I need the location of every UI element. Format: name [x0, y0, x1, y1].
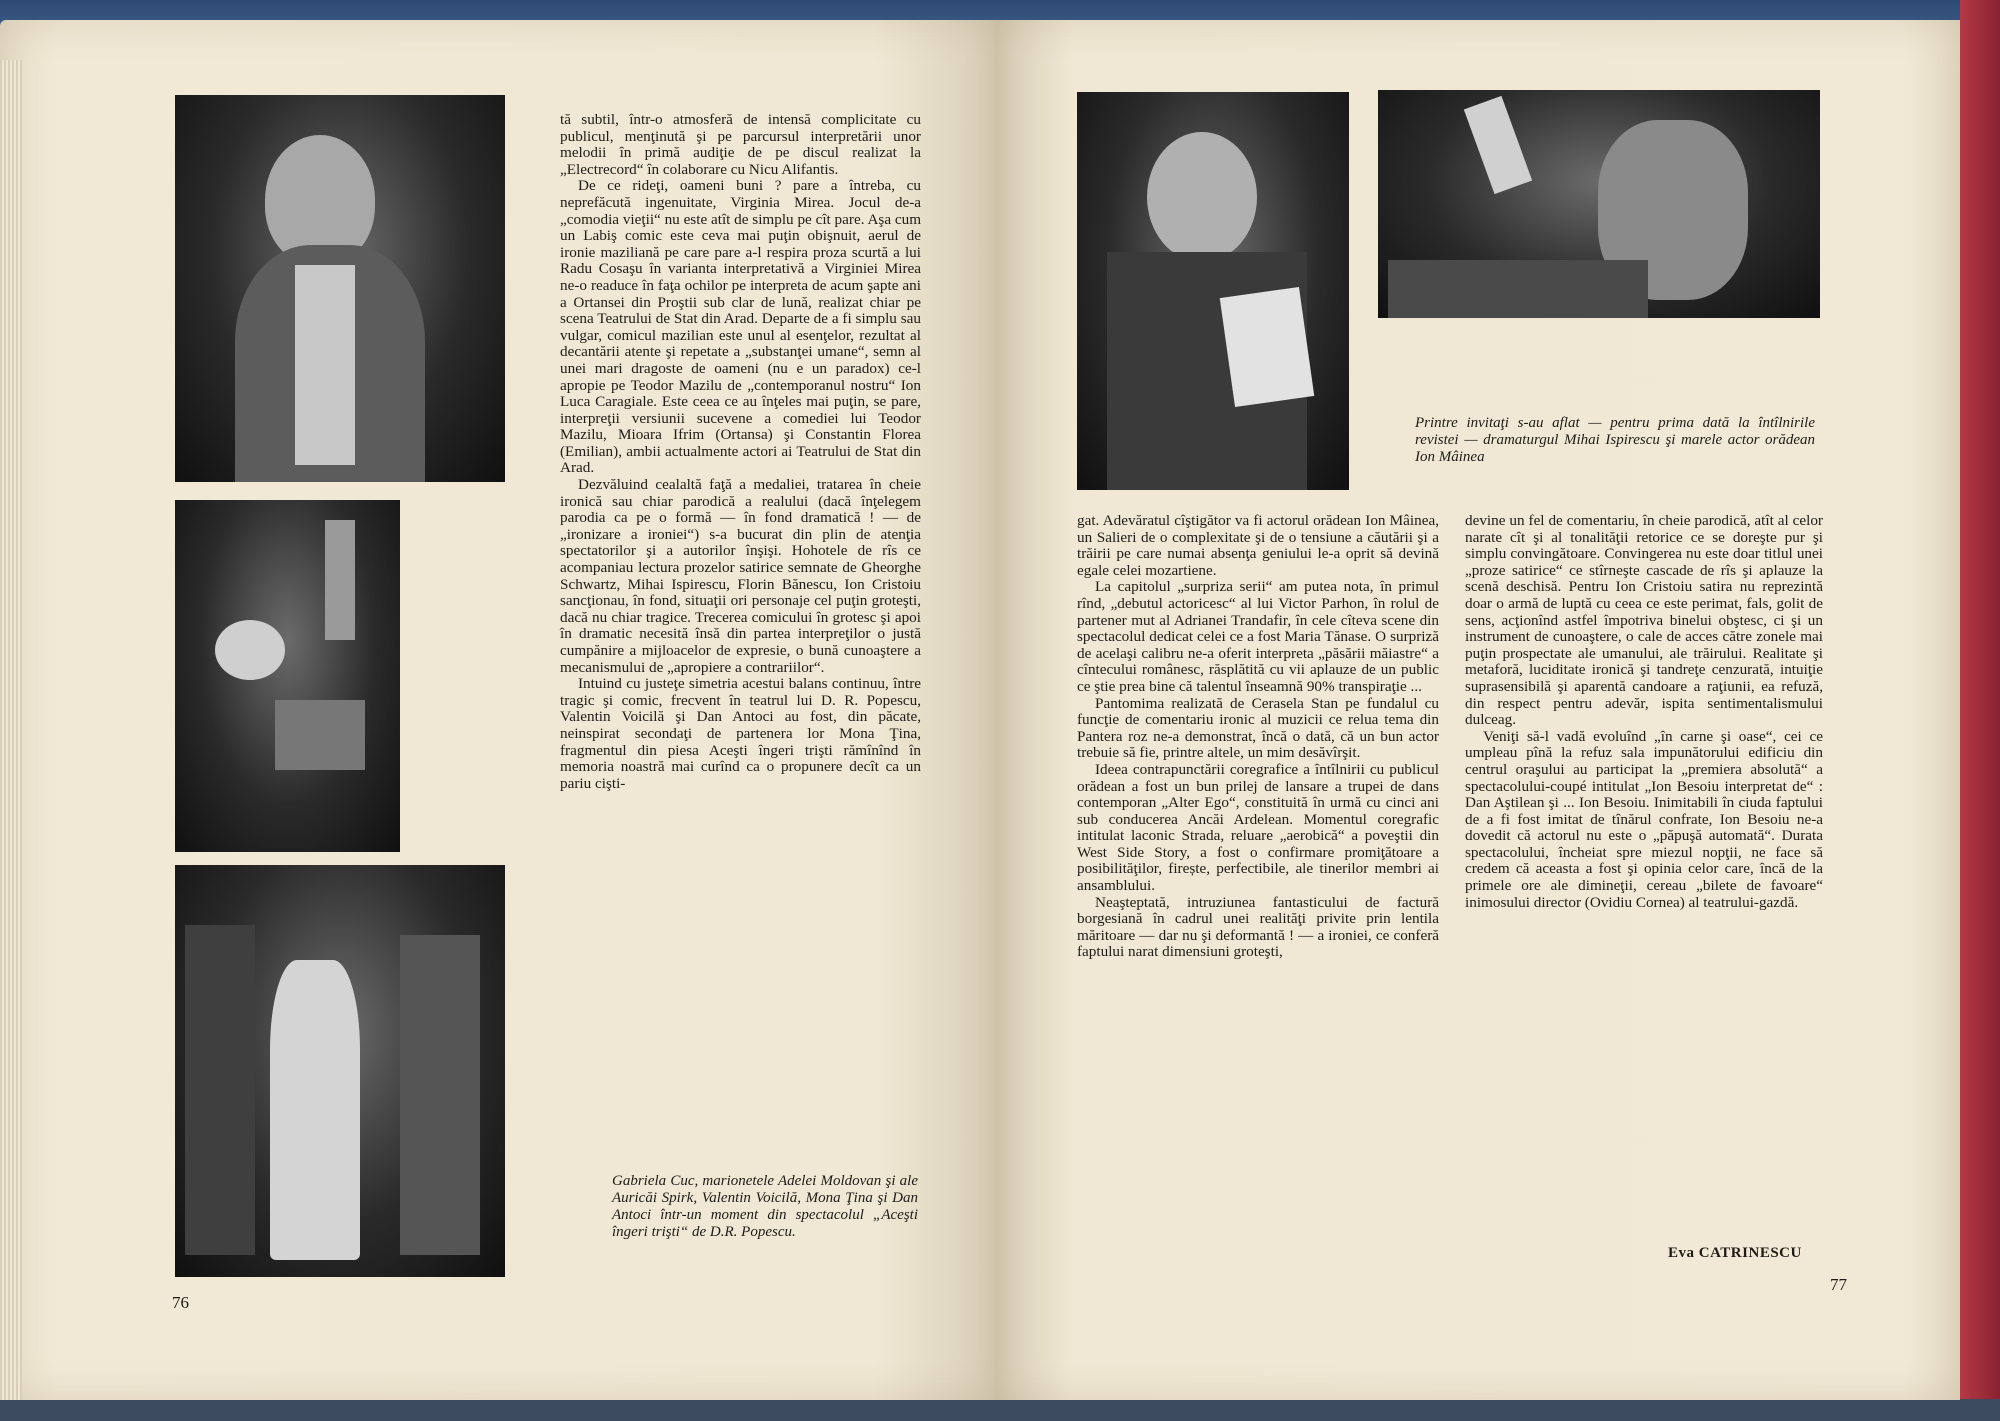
- paragraph: De ce rideţi, oameni buni ? pare a întreba, cu neprefăcută ingenuitate, Virginia Mirea. Jocul de-a „comodia vieţii“ nu este atît de simplu pe cît pare. Aşa cum un Labiş comic este ceva mai puţin obişnuit, aerul de ironie maziliană pe care pare a-l respira proza scurtă a lui Radu Cosaşu în varianta interpretativă a Virginiei Mirea ne-o readuce în faţa ochilor pe interpreta de acum şapte ani a Ortansei din Proştii sub clar de lună, realizat chiar pe scena Teatrului de Stat din Arad. Departe de a fi simplu sau vulgar, comicul mazilian este unul al esenţelor, rezultat al decantării atente şi repetate a „substanţei umane“, semn al unei mari dragoste de oameni (nu e un paradox) ce-l apropie pe Teodor Mazilu de „contemporanul nostru“ Ion Luca Caragiale. Este ceea ce au înţeles mai puţin, se pare, interpreţii versiunii sucevene a comediei lui Teodor Mazilu, Mioara Ifrim (Ortansa) şi Constantin Florea (Emilian), ambii actualmente actori ai Teatrului de Stat din Arad.: [560, 177, 922, 477]
- paragraph: gat. Adevăratul cîştigător va fi actorul orădean Ion Mâinea, un Salieri de o complexitate şi de o tensiune a căutării şi a trăirii pe care numai absenţa geniului le-a oprit să devină egale celei mozartiene.: [1077, 512, 1439, 579]
- paragraph: Pantomima realizată de Cerasela Stan pe fundalul cu funcţie de comentariu ironic al muzicii ce relua tema din Pantera roz ne-a demonstrat, încă o dată, că un bun actor trebuie să fie, printre altele, un mim desăvîrşit.: [1077, 694, 1439, 762]
- book-cover-bottom: [0, 1399, 2000, 1421]
- photo-caption: Gabriela Cuc, marionetele Adelei Moldovan şi ale Auricăi Spirk, Valentin Voicilă, Mona Ţina şi Dan Antoci într-un moment din spectacolul „Aceşti îngeri trişti“ de D.R. Popescu.: [612, 1173, 918, 1240]
- book-cover-right: [1960, 0, 2000, 1421]
- photo-actress-portrait: [175, 95, 505, 482]
- article-author: Eva CATRINESCU: [1668, 1245, 1802, 1261]
- page-edges: [0, 60, 22, 1400]
- paragraph: Neaşteptată, intruziunea fantasticului de factură borgesiană în cadrul unei realităţi privite prin lentila măritoare — dar nu şi deformantă ! — a ironiei, ce conferă faptului narat dimensiuni groteşti,: [1077, 893, 1439, 961]
- left-article-column: [560, 112, 921, 792]
- photo-playwright: [1077, 92, 1349, 490]
- paragraph: Ideea contrapunctării coregrafice a întîlnirii cu publicul orădean a fost un bun prilej de lansare a trupei de dans contemporan „Alter Ego“, constituită în urmă cu cinci ani sub conducerea Ancăi Ardelean. Momentul coregrafic intitulat laconic Strada, reluare „aerobică“ a poveştii din West Side Story, a fost o confirmare promiţătoare a posibilităţilor, firește, perfectibile, ale tinerilor membri ai ansamblului.: [1077, 760, 1439, 895]
- paragraph: Intuind cu justeţe simetria acestui balans continuu, între tragic şi comic, frecvent în teatrul lui D. R. Popescu, Valentin Voicilă şi Dan Antoci au fost, din păcate, neinspirat secondaţi de partenera lor Mona Ţina, fragmentul din piesa Aceşti îngeri trişti rămînînd în memoria noastră mai curînd ca o propunere decît ca un pariu cişti-: [560, 675, 921, 792]
- right-article-column-1: [1077, 513, 1439, 961]
- paragraph: tă subtil, într-o atmosferă de intensă complicitate cu publicul, menţinută şi pe parcursul interpretării unor melodii în primă audiţie de pe discul realizat la „Electrecord“ în colaborare cu Nicu Alifantis.: [560, 111, 921, 178]
- right-article-column-2: [1465, 513, 1823, 911]
- photo-stage-scene: [175, 865, 505, 1277]
- right-page: [995, 20, 1960, 1400]
- paragraph: Veniţi să-l vadă evoluînd „în carne şi oase“, cei ce umpleau pînă la refuz sala impunătorului edificiu din centrul oraşului au participat la „premiera absolută“ a spectacolului-coupé intitulat „Ion Besoiu interpretat de“ : Dan Aştilean şi ... Ion Besoiu. Inimitabili în ciuda faptului de a fi fost imitat de tînărul confrate, Ion Besoiu ne-a dovedit că actorul nu este o „păpuşă automată“. Durata spectacolului, încheiat spre miezul nopţii, ne face să credem că aceasta a fost şi opinia celor care, încă de la primele ore ale dimineţii, cereau „bilete de favoare“ inimosului director (Ovidiu Cornea) al teatrului-gazdă.: [1465, 727, 1823, 911]
- paragraph: devine un fel de comentariu, în cheie parodică, atît al celor narate cît şi al tonalităţii retorice ce se doreşte pur şi simplu convingătoare. Convingerea nu este doar titlul unei „proze satirice“ ce stîrneşte cascade de rîs şi aplauze la scenă deschisă. Pentru Ion Cristoiu satira nu reprezintă doar o armă de luptă cu ceea ce este perimat, fals, golit de sens, acţionînd astfel împotriva binelui obştesc, ci şi un instrument de cunoaştere, o cale de acces către zonele mai puţin prospectate ale umanului, ale trăirului. Realitate şi metaforă, luciditate ironică şi tandreţe cenzurată, intuiţie suprasensibilă şi aparentă candoare a raţiunii, ea refuză, din respect pentru adevăr, ispita sentimentalismului dulceag.: [1465, 512, 1823, 729]
- left-page: [0, 20, 995, 1400]
- paragraph: Dezvăluind cealaltă faţă a medaliei, tratarea în cheie ironică sau chiar parodică a realului (dacă înţelegem parodia ca pe o formă — în fond dramatică ! — de „ironizare a ironiei“) s-a bucurat din plin de atenţia spectatorilor şi a autorilor înşişi. Hohotele de rîs ce acompaniau lectura prozelor satirice semnate de Gheorghe Schwartz, Mihai Ispirescu, Florin Bănescu, Ion Cristoiu sancţionau, în fond, situaţii ori personaje cel puţin groteşti, dacă nu chiar tragice. Trecerea comicului în grotesc şi apoi în dramatic necesită însă din partea interpreţilor o justă cumpănire a mijloacelor de expresie, o bună cunoaştere a mecanismului de „apropiere a contrariilor“.: [560, 476, 921, 676]
- paragraph: La capitolul „surpriza serii“ am putea nota, în primul rînd, „debutul actoricesc“ al lui Victor Parhon, în rolul de partener mut al Adrianei Trandafir, în cele cîteva scene din spectacolul dedicat celei ce a fost Maria Tănase. O surpriză de acelaşi calibru ne-a oferit interpreta „păsării măiastre“ a cîntecului românesc, răsplătită cu vii aplauze de un public ce ştie prea bine că talentul înseamnă 90% transpiraţie ...: [1077, 578, 1439, 695]
- page-number: 77: [1830, 1275, 1847, 1294]
- photo-actor-ion-mainea: [1378, 90, 1820, 318]
- page-number: 76: [172, 1293, 189, 1312]
- photo-marionettes: [175, 500, 400, 852]
- photo-caption: Printre invitaţi s-au aflat — pentru prima dată la întîlnirile revistei — dramaturgul Mihai Ispirescu şi marele actor orădean Ion Mâinea: [1415, 415, 1815, 465]
